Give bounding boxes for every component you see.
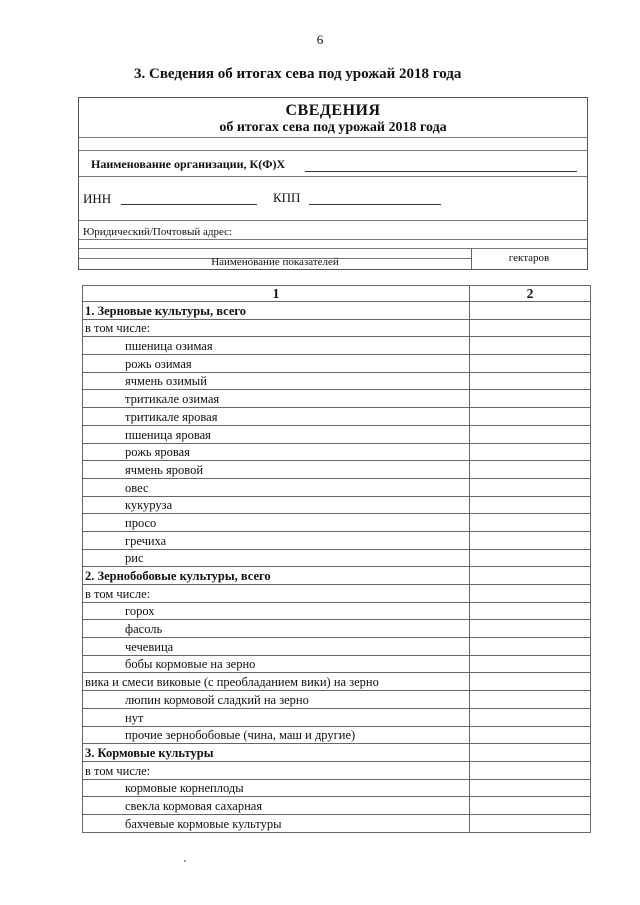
hectares-cell[interactable] <box>470 602 591 620</box>
form-subtitle: об итогах сева под урожай 2018 года <box>219 120 447 135</box>
hectares-cell[interactable] <box>470 390 591 408</box>
table-row <box>83 408 591 426</box>
hectares-cell[interactable] <box>470 797 591 815</box>
row-label: рожь озимая <box>83 355 470 373</box>
column-header-2: 2 <box>470 286 591 302</box>
form-header <box>78 97 588 270</box>
scan-speck <box>184 860 186 862</box>
row-label: тритикале яровая <box>83 408 470 426</box>
row-label: 3. Кормовые культуры <box>83 744 470 762</box>
table-row <box>83 797 591 815</box>
row-label: фасоль <box>83 620 470 638</box>
hectares-cell[interactable] <box>470 549 591 567</box>
row-label: тритикале озимая <box>83 390 470 408</box>
table-section-row <box>83 744 591 762</box>
table-section-row <box>83 567 591 585</box>
hectares-cell[interactable] <box>470 372 591 390</box>
table-row <box>83 585 591 603</box>
row-label: кукуруза <box>83 496 470 514</box>
row-label: рис <box>83 549 470 567</box>
kpp-field[interactable] <box>309 204 441 205</box>
table-row <box>83 478 591 496</box>
inn-label: ИНН <box>83 191 112 206</box>
table-row <box>83 496 591 514</box>
hectares-cell[interactable] <box>470 726 591 744</box>
row-label: ячмень яровой <box>83 461 470 479</box>
row-label: 2. Зернобобовые культуры, всего <box>83 567 470 585</box>
sowing-table <box>82 285 591 833</box>
table-row <box>83 620 591 638</box>
hectares-cell[interactable] <box>470 461 591 479</box>
table-row <box>83 673 591 691</box>
table-row <box>83 390 591 408</box>
table-row <box>83 443 591 461</box>
divider <box>79 137 587 138</box>
table-row <box>83 531 591 549</box>
page-number: 6 <box>316 32 324 47</box>
hectares-cell[interactable] <box>470 638 591 656</box>
table-row <box>83 337 591 355</box>
row-label: прочие зернобобовые (чина, маш и другие) <box>83 726 470 744</box>
address-label: Юридический/Почтовый адрес: <box>83 226 233 238</box>
row-label: пшеница озимая <box>83 337 470 355</box>
hectares-cell[interactable] <box>470 408 591 426</box>
hectares-cell[interactable] <box>470 302 591 320</box>
row-label: рожь яровая <box>83 443 470 461</box>
table-row <box>83 779 591 797</box>
hectares-cell[interactable] <box>470 337 591 355</box>
table-row <box>83 425 591 443</box>
table-row <box>83 726 591 744</box>
row-label: кормовые корнеплоды <box>83 779 470 797</box>
units-column-header: гектаров <box>508 252 550 264</box>
hectares-cell[interactable] <box>470 425 591 443</box>
row-label: в том числе: <box>83 761 470 779</box>
org-name-label: Наименование организации, К(Ф)Х <box>91 157 286 171</box>
row-label: свекла кормовая сахарная <box>83 797 470 815</box>
org-name-field[interactable] <box>305 171 577 172</box>
hectares-cell[interactable] <box>470 585 591 603</box>
indicators-column-header: Наименование показателей <box>211 256 339 268</box>
hectares-cell[interactable] <box>470 567 591 585</box>
hectares-cell[interactable] <box>470 443 591 461</box>
form-title: СВЕДЕНИЯ <box>285 102 381 119</box>
hectares-cell[interactable] <box>470 708 591 726</box>
table-row <box>83 549 591 567</box>
column-header-1: 1 <box>83 286 470 302</box>
section-title: 3. Сведения об итогах сева под урожай 2018 года <box>134 66 462 82</box>
hectares-cell[interactable] <box>470 355 591 373</box>
table-row <box>83 461 591 479</box>
row-label: овес <box>83 478 470 496</box>
hectares-cell[interactable] <box>470 761 591 779</box>
row-label: пшеница яровая <box>83 425 470 443</box>
divider <box>79 176 587 177</box>
row-label: ячмень озимый <box>83 372 470 390</box>
table-row <box>83 814 591 832</box>
divider <box>79 248 587 249</box>
hectares-cell[interactable] <box>470 673 591 691</box>
row-label: нут <box>83 708 470 726</box>
hectares-cell[interactable] <box>470 814 591 832</box>
row-label: люпин кормовой сладкий на зерно <box>83 691 470 709</box>
table-row <box>83 761 591 779</box>
table-row <box>83 655 591 673</box>
table-row <box>83 319 591 337</box>
table-row <box>83 372 591 390</box>
row-label: горох <box>83 602 470 620</box>
table-row <box>83 638 591 656</box>
hectares-cell[interactable] <box>470 779 591 797</box>
row-label: бахчевые кормовые культуры <box>83 814 470 832</box>
row-label: в том числе: <box>83 319 470 337</box>
table-row <box>83 708 591 726</box>
row-label: бобы кормовые на зерно <box>83 655 470 673</box>
row-label: гречиха <box>83 531 470 549</box>
hectares-cell[interactable] <box>470 620 591 638</box>
hectares-cell[interactable] <box>470 478 591 496</box>
row-label: чечевица <box>83 638 470 656</box>
hectares-cell[interactable] <box>470 496 591 514</box>
hectares-cell[interactable] <box>470 319 591 337</box>
hectares-cell[interactable] <box>470 744 591 762</box>
table-row <box>83 691 591 709</box>
row-label: 1. Зерновые культуры, всего <box>83 302 470 320</box>
table-row <box>83 514 591 532</box>
divider <box>79 239 587 240</box>
divider <box>79 220 587 221</box>
table-row <box>83 355 591 373</box>
inn-field[interactable] <box>121 204 257 205</box>
hectares-cell[interactable] <box>470 691 591 709</box>
row-label: в том числе: <box>83 585 470 603</box>
table-section-row <box>83 302 591 320</box>
table-row <box>83 602 591 620</box>
divider <box>79 150 587 151</box>
hectares-cell[interactable] <box>470 514 591 532</box>
row-label: просо <box>83 514 470 532</box>
row-label: вика и смеси виковые (с преобладанием вики) на зерно <box>83 673 470 691</box>
table-header-row <box>83 286 591 302</box>
kpp-label: КПП <box>273 190 301 205</box>
hectares-cell[interactable] <box>470 655 591 673</box>
hectares-cell[interactable] <box>470 531 591 549</box>
